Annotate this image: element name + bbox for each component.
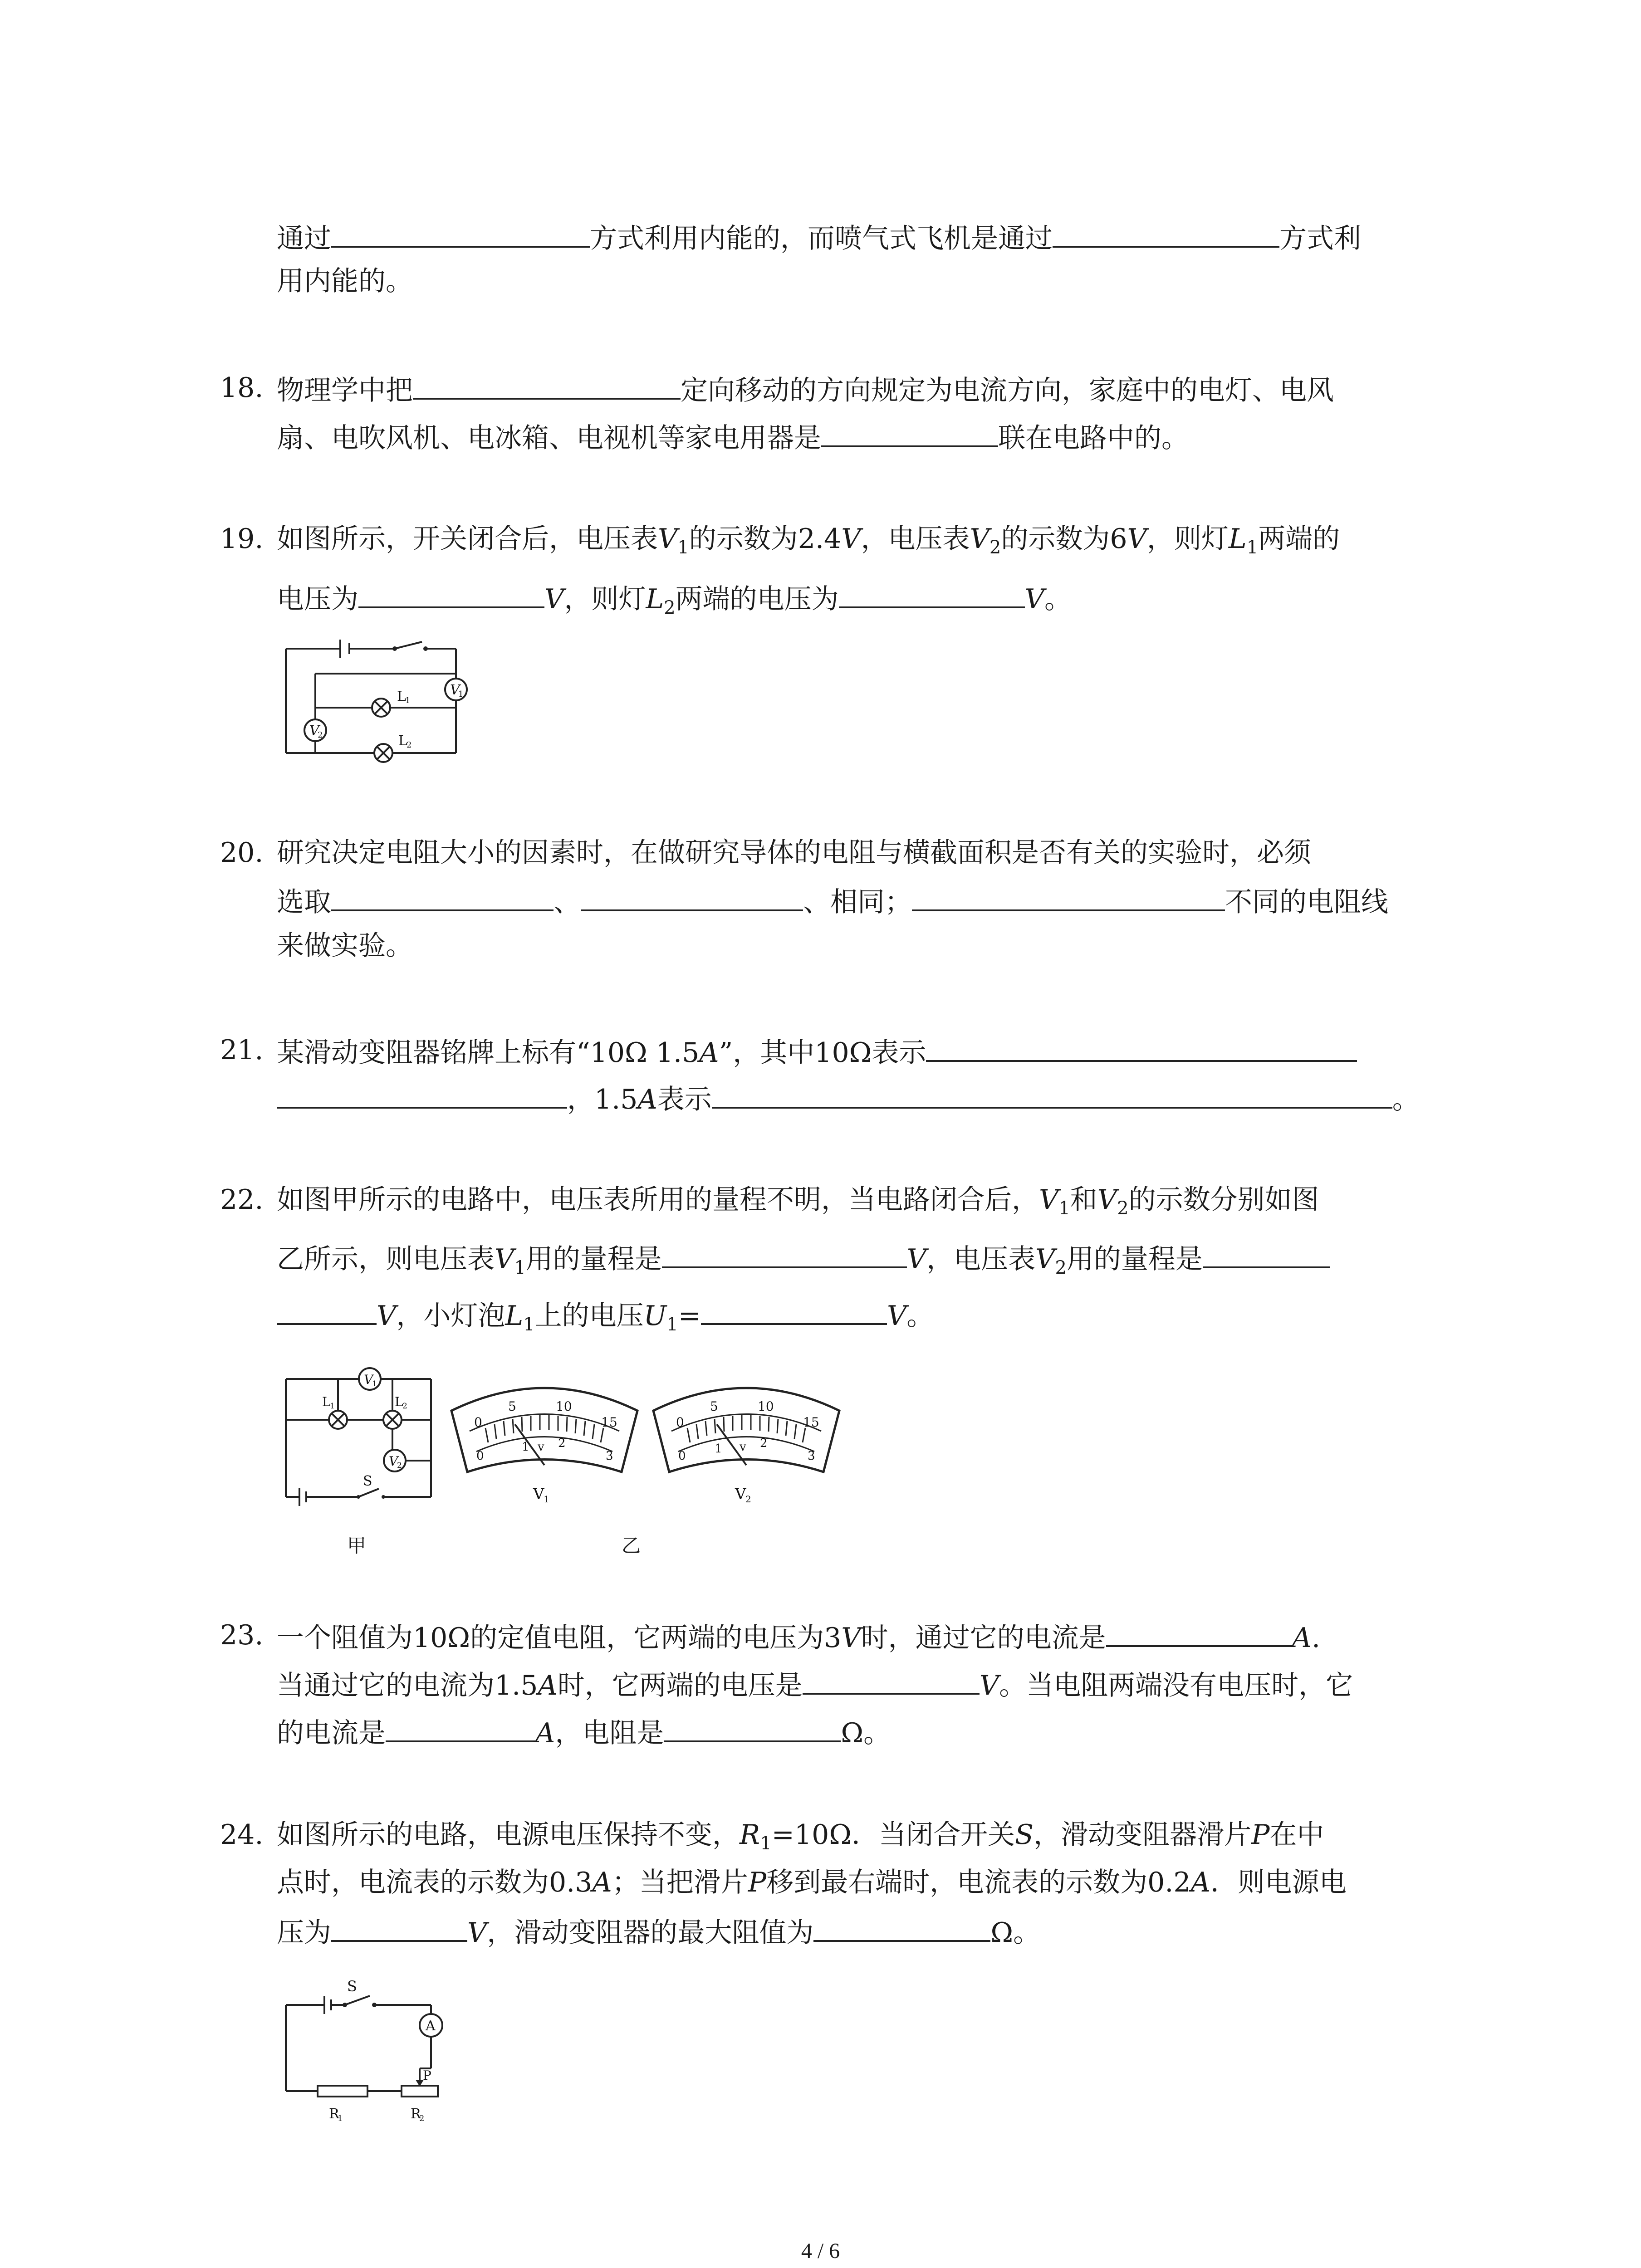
answer-blank[interactable] xyxy=(912,881,1225,911)
question-number: 22. xyxy=(220,1184,264,1216)
q22-line-1: 22. 如图甲所示的电路中，电压表所用的量程不明，当电路闭合后，$V_1$和$V_2$的示数分别如图 xyxy=(277,1182,1319,1218)
answer-blank[interactable] xyxy=(1053,218,1279,248)
answer-blank[interactable] xyxy=(712,1079,1392,1109)
question-number: 24. xyxy=(220,1819,264,1851)
answer-blank[interactable] xyxy=(277,1295,377,1325)
question-number: 23. xyxy=(220,1619,264,1651)
svg-text:0: 0 xyxy=(474,1415,482,1430)
svg-text:15: 15 xyxy=(803,1415,819,1430)
svg-text:10: 10 xyxy=(556,1399,572,1414)
svg-text:3: 3 xyxy=(808,1449,815,1463)
voltmeter-dial-2 xyxy=(653,1388,839,1505)
svg-text:S: S xyxy=(347,1978,357,1995)
svg-text:0: 0 xyxy=(476,1449,484,1463)
answer-blank[interactable] xyxy=(662,1238,907,1268)
svg-text:1: 1 xyxy=(715,1442,722,1456)
answer-blank[interactable] xyxy=(386,1712,535,1742)
svg-text:A: A xyxy=(426,2018,436,2034)
q17-line-2: 用内能的。 xyxy=(277,265,413,297)
svg-text:L: L xyxy=(322,1394,331,1409)
svg-text:1: 1 xyxy=(458,689,464,699)
q19-line-1: 19. 如图所示，开关闭合后，电压表$V_1$的示数为2.4V，电压表$V_2$的示数为6V，则灯$L_1$两端的 xyxy=(277,521,1340,557)
svg-text:15: 15 xyxy=(601,1415,617,1430)
page-number: 4 / 6 xyxy=(801,2239,840,2263)
answer-blank[interactable] xyxy=(701,1295,887,1325)
q24-line-1: 24. 如图所示的电路，电源电压保持不变，$R_1=10\Omega$．当闭合开关S，滑动变阻器滑片P在中 xyxy=(277,1817,1324,1853)
q22-line-2: 乙所示，则电压表$V_1$用的量程是 V，电压表$V_2$用的量程是 xyxy=(277,1238,1330,1277)
q20-line-1: 20. 研究决定电阻大小的因素时，在做研究导体的电阻与横截面积是否有关的实验时，必须 xyxy=(277,835,1311,871)
question-number: 21. xyxy=(220,1034,264,1066)
svg-text:R: R xyxy=(411,2106,421,2122)
question-number: 19. xyxy=(220,523,264,555)
svg-text:2: 2 xyxy=(419,2114,425,2123)
svg-text:1: 1 xyxy=(372,1379,377,1388)
q19-circuit-diagram xyxy=(281,635,481,771)
answer-blank[interactable] xyxy=(331,881,554,911)
q24-circuit-diagram xyxy=(281,1978,481,2141)
svg-text:V: V xyxy=(533,1485,544,1503)
svg-text:L: L xyxy=(397,689,406,704)
q22-line-3: V，小灯泡$L_1$上的电压$U_1= V$。 xyxy=(277,1295,934,1334)
answer-blank[interactable] xyxy=(581,881,803,911)
svg-text:3: 3 xyxy=(606,1449,613,1463)
q24-line-3: 压为 V，滑动变阻器的最大阻值为 Ω。 xyxy=(277,1912,1040,1951)
svg-text:1: 1 xyxy=(330,1402,335,1411)
svg-text:1: 1 xyxy=(338,2114,343,2123)
svg-text:2: 2 xyxy=(402,1402,407,1411)
svg-text:2: 2 xyxy=(318,730,323,740)
q23-line-1: 23. 一个阻值为10Ω的定值电阻，它两端的电压为3V时，通过它的电流是 A. xyxy=(277,1617,1320,1656)
q20-line-3: 来做实验。 xyxy=(277,930,413,962)
q23-line-3: 的电流是 A，电阻是 Ω。 xyxy=(277,1712,891,1751)
q19-line-2: 电压为 V，则灯$L_2$两端的电压为 V。 xyxy=(277,578,1072,617)
svg-text:1: 1 xyxy=(522,1440,529,1454)
svg-text:10: 10 xyxy=(758,1399,774,1414)
svg-text:2: 2 xyxy=(407,740,412,750)
svg-text:1: 1 xyxy=(544,1494,549,1505)
q20-line-2: 选取 、 、相同； 不同的电阻线 xyxy=(277,881,1388,920)
q18-line-2: 扇、电吹风机、电冰箱、电视机等家电用器是 联在电路中的。 xyxy=(277,417,1189,456)
question-number: 18. xyxy=(220,372,264,404)
svg-text:1: 1 xyxy=(405,696,411,705)
answer-blank[interactable] xyxy=(813,1912,990,1942)
answer-blank[interactable] xyxy=(331,218,590,248)
question-number: 20. xyxy=(220,837,264,869)
svg-text:v: v xyxy=(740,1440,746,1454)
q17-line-1: 通过 方式利用内能的，而喷气式飞机是通过 方式利 xyxy=(277,218,1361,257)
answer-blank[interactable] xyxy=(1203,1238,1330,1268)
svg-text:P: P xyxy=(423,2068,431,2083)
answer-blank[interactable] xyxy=(277,1079,567,1109)
q21-line-2: ，1.5A表示 。 xyxy=(277,1079,1420,1118)
q23-line-2: 当通过它的电流为1.5A时，它两端的电压是 V。当电阻两端没有电压时，它 xyxy=(277,1665,1353,1704)
figure-label-yi: 乙 xyxy=(622,1535,641,1557)
q18-line-1: 18. 物理学中把 定向移动的方向规定为电流方向，家庭中的电灯、电风 xyxy=(277,370,1334,409)
q22-meters-diagram xyxy=(445,1379,898,1524)
voltmeter-dial-1 xyxy=(451,1388,637,1505)
answer-blank[interactable] xyxy=(358,578,544,608)
answer-blank[interactable] xyxy=(803,1665,980,1695)
answer-blank[interactable] xyxy=(821,417,998,447)
q24-line-2: 点时，电流表的示数为0.3A；当把滑片P移到最右端时，电流表的示数为0.2A．则电源电 xyxy=(277,1867,1347,1898)
q22-circuit-diagram xyxy=(281,1361,445,1524)
svg-text:0: 0 xyxy=(676,1415,684,1430)
svg-text:V: V xyxy=(735,1485,746,1503)
answer-blank[interactable] xyxy=(331,1912,467,1942)
figure-label-jia: 甲 xyxy=(347,1535,367,1557)
answer-blank[interactable] xyxy=(926,1032,1357,1062)
svg-text:L: L xyxy=(395,1394,403,1409)
svg-text:2: 2 xyxy=(760,1437,768,1450)
svg-text:V: V xyxy=(364,1372,373,1387)
svg-text:V: V xyxy=(309,723,319,739)
answer-blank[interactable] xyxy=(413,370,681,400)
svg-text:0: 0 xyxy=(678,1449,686,1463)
svg-text:5: 5 xyxy=(508,1399,516,1414)
svg-text:2: 2 xyxy=(558,1437,566,1450)
svg-text:V: V xyxy=(450,682,460,698)
svg-text:L: L xyxy=(398,733,407,749)
answer-blank[interactable] xyxy=(664,1712,841,1742)
answer-blank[interactable] xyxy=(1106,1617,1292,1647)
q21-line-1: 21. 某滑动变阻器铭牌上标有“10Ω 1.5A”，其中10Ω表示 xyxy=(277,1032,1357,1071)
svg-text:2: 2 xyxy=(745,1494,751,1505)
svg-text:v: v xyxy=(538,1440,544,1454)
svg-text:S: S xyxy=(363,1473,372,1489)
svg-text:R: R xyxy=(329,2106,339,2122)
svg-text:2: 2 xyxy=(397,1461,402,1470)
answer-blank[interactable] xyxy=(839,578,1025,608)
svg-text:5: 5 xyxy=(710,1399,718,1414)
svg-text:V: V xyxy=(389,1454,398,1469)
